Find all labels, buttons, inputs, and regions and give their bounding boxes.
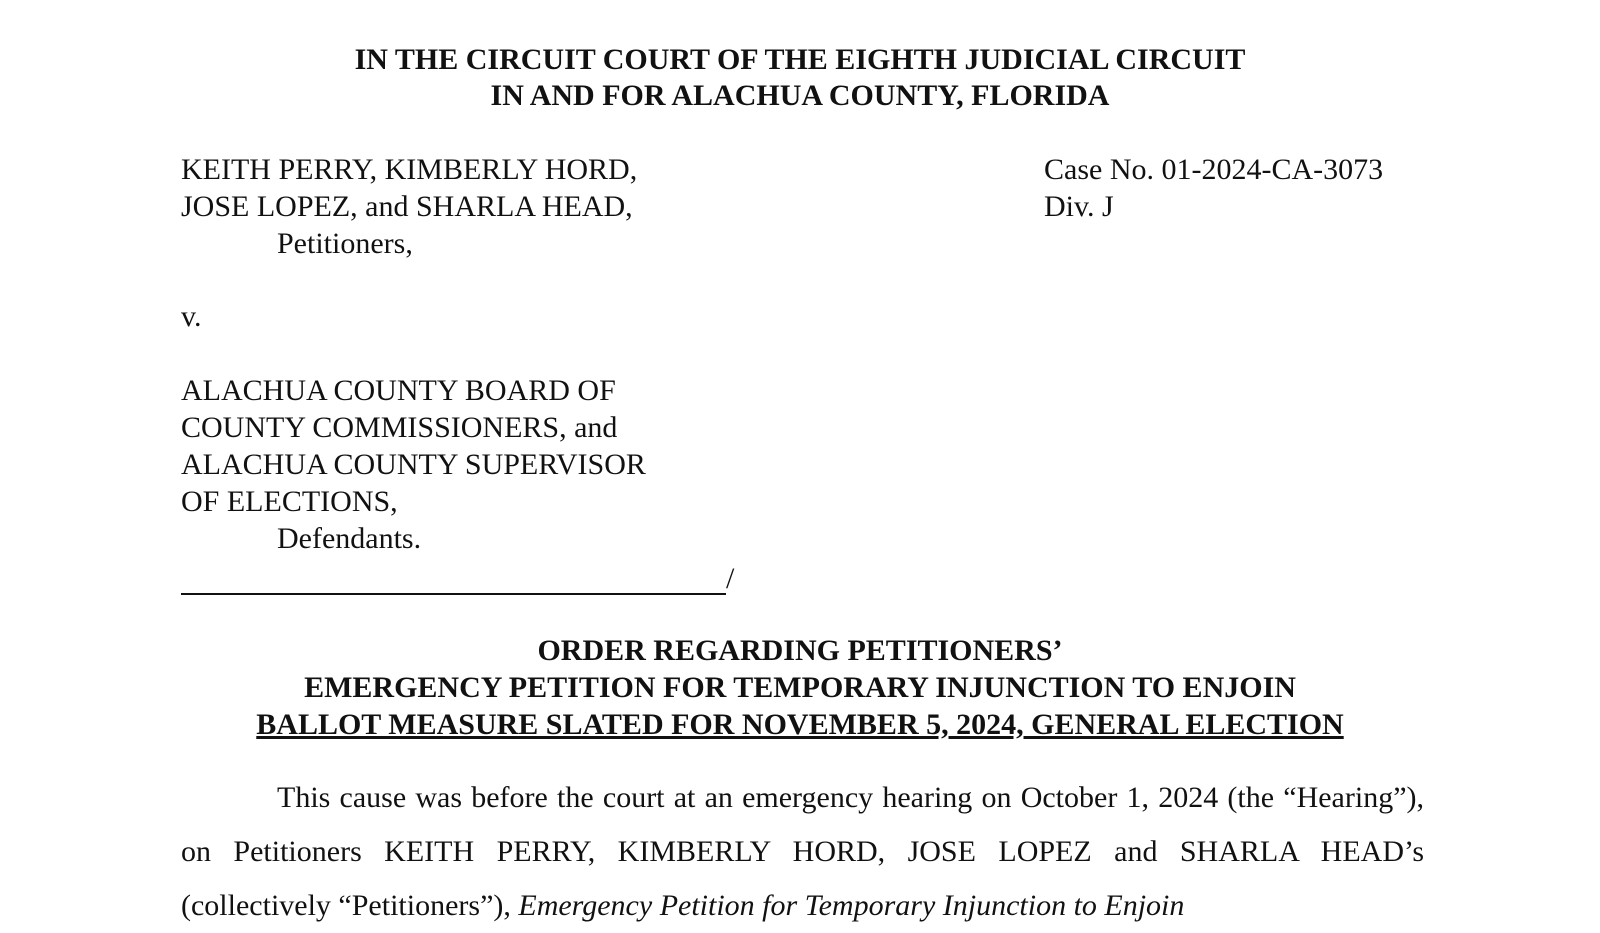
case-number: Case No. 01-2024-CA-3073 <box>1044 153 1384 186</box>
petitioners-line-1: KEITH PERRY, KIMBERLY HORD, <box>181 153 638 186</box>
case-info <box>1044 151 1383 225</box>
order-title-line-3 <box>0 706 1600 743</box>
body-paragraph <box>181 771 1424 933</box>
order-title-line-3-text: BALLOT MEASURE SLATED FOR NOVEMBER 5, 2024, GENERAL ELECTION <box>256 708 1344 741</box>
body-text-plain: This cause was before the court at an emergency hearing on October 1, 2024 (the “Hearing”), on Petitioners KEITH PERRY, KIMBERLY HORD, JOSE LOPEZ and SHARLA HEAD’s (collectively “Petitioners”), <box>181 781 1424 922</box>
court-header-line-2: IN AND FOR ALACHUA COUNTY, FLORIDA <box>490 79 1110 112</box>
case-division: Div. J <box>1044 190 1114 223</box>
defendants-line-3: ALACHUA COUNTY SUPERVISOR <box>181 448 646 481</box>
caption-rule <box>181 567 726 595</box>
case-caption-parties <box>181 151 801 557</box>
court-header-line-1: IN THE CIRCUIT COURT OF THE EIGHTH JUDICIAL CIRCUIT <box>354 43 1246 76</box>
order-title-line-2: EMERGENCY PETITION FOR TEMPORARY INJUNCTION TO ENJOIN <box>304 671 1296 704</box>
court-header <box>0 42 1600 114</box>
order-title-line-1: ORDER REGARDING PETITIONERS’ <box>537 634 1063 667</box>
caption-slash: / <box>726 562 735 595</box>
defendants-role: Defendants. <box>277 522 422 555</box>
defendants-line-1: ALACHUA COUNTY BOARD OF <box>181 374 616 407</box>
defendants-line-2: COUNTY COMMISSIONERS, and <box>181 411 618 444</box>
order-body <box>181 771 1424 933</box>
caption-closing-line <box>181 563 734 595</box>
defendants-line-4: OF ELECTIONS, <box>181 485 398 518</box>
order-title <box>0 632 1600 743</box>
versus: v. <box>181 300 202 333</box>
petitioners-role: Petitioners, <box>277 227 413 260</box>
petitioners-line-2: JOSE LOPEZ, and SHARLA HEAD, <box>181 190 633 223</box>
body-text-italic: Emergency Petition for Temporary Injunction to Enjoin <box>518 889 1185 922</box>
